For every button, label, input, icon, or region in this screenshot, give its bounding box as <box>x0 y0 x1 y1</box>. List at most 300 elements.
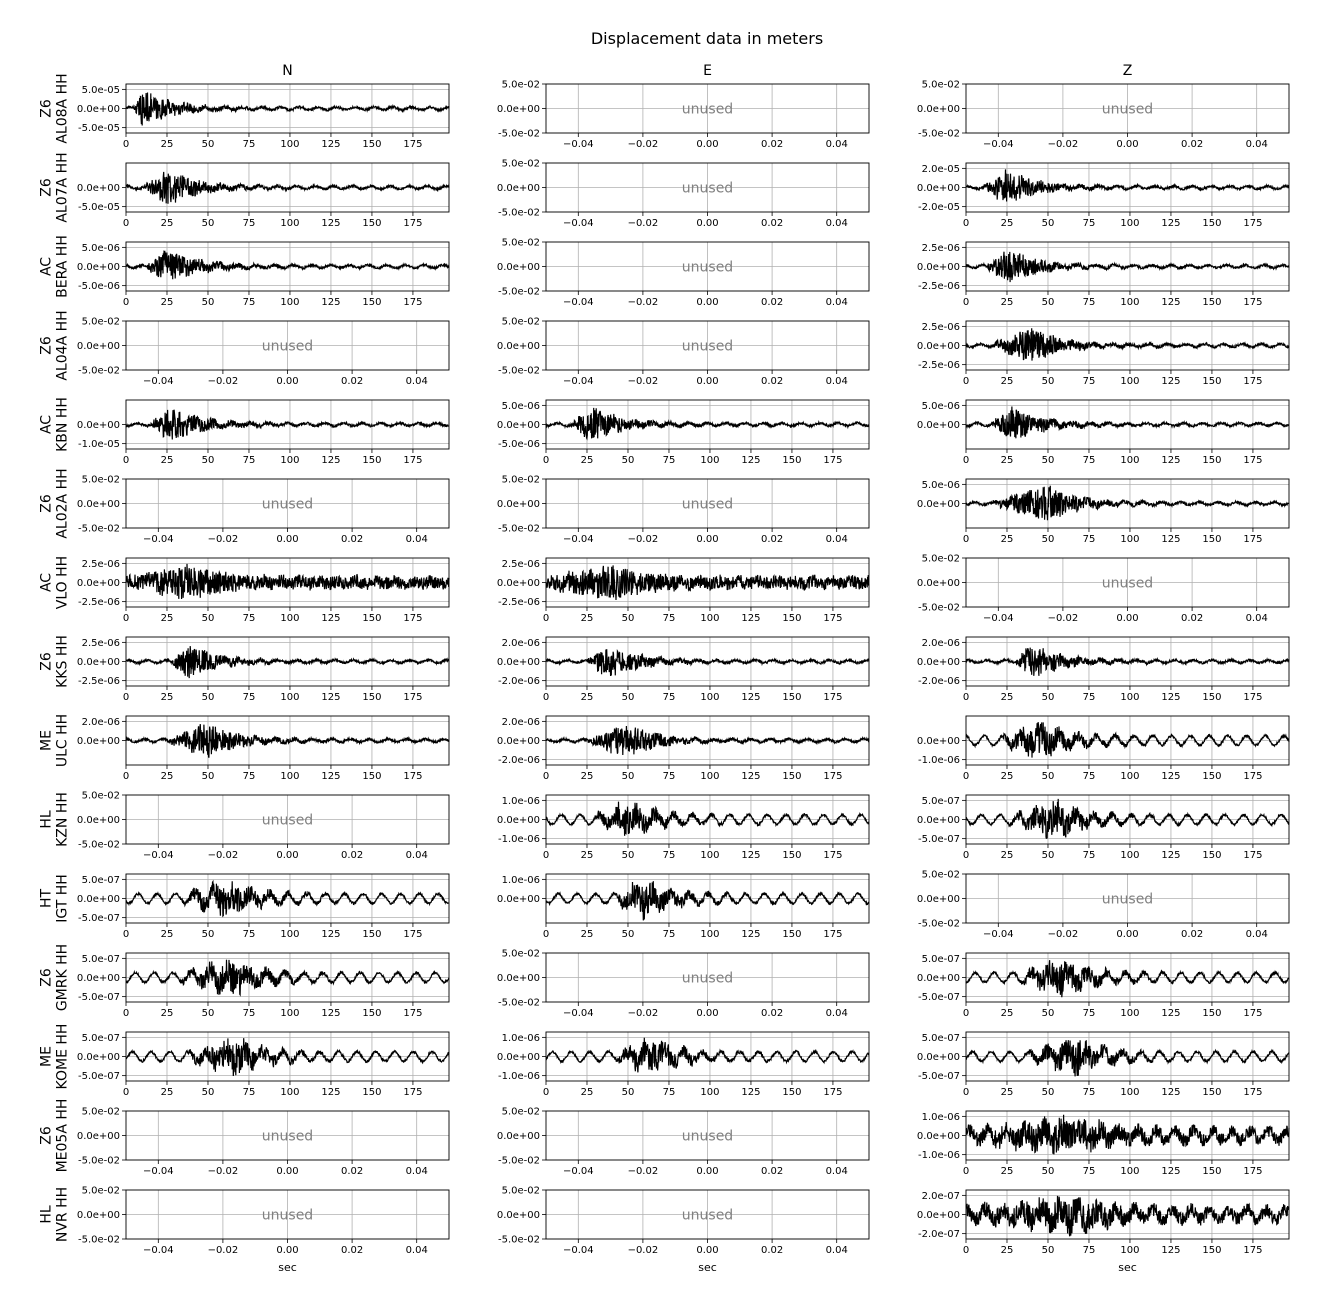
unused-label: unused <box>1101 891 1154 908</box>
x-tick-label: 0.04 <box>1245 613 1268 624</box>
unused-label: unused <box>681 338 734 355</box>
x-tick-label: 150 <box>362 218 382 229</box>
x-tick-label: 150 <box>1202 1245 1222 1256</box>
x-tick-label: 0.02 <box>340 1245 364 1256</box>
panel-E <box>497 874 869 940</box>
panel-N <box>77 84 449 150</box>
row-label-station: AL04A HH <box>54 310 71 381</box>
x-tick-label: 75 <box>242 771 256 782</box>
x-tick-label: 100 <box>1120 1166 1140 1177</box>
waveform-trace <box>966 328 1289 360</box>
x-tick-label: 0.04 <box>1245 929 1268 940</box>
x-tick-label: 0 <box>122 297 130 308</box>
x-tick-label: 75 <box>662 455 676 466</box>
x-tick-label: 50 <box>201 218 215 229</box>
x-tick-label: 125 <box>741 692 761 703</box>
row-label-network: HL <box>38 1205 55 1224</box>
x-tick-label: 50 <box>621 613 635 624</box>
x-tick-label: 50 <box>621 1087 635 1098</box>
y-tick-label: 0.0e+00 <box>496 1131 540 1142</box>
waveform-trace <box>966 407 1289 439</box>
panel-E <box>497 1107 869 1178</box>
waveform-trace <box>126 564 449 599</box>
x-tick-label: 50 <box>201 692 215 703</box>
x-tick-label: −0.04 <box>562 139 594 150</box>
x-tick-label: 0.00 <box>276 376 299 387</box>
panel-E <box>497 80 869 151</box>
panel-N <box>77 874 449 940</box>
row-label <box>39 792 71 847</box>
x-tick-label: −0.02 <box>627 297 659 308</box>
x-tick-label: 75 <box>1082 1008 1096 1019</box>
y-tick-label: 0.0e+00 <box>916 420 960 431</box>
x-tick-label: 50 <box>201 297 215 308</box>
x-tick-label: 150 <box>782 929 802 940</box>
row-label-network: HL <box>38 810 55 829</box>
y-tick-label: 5.0e-06 <box>501 400 540 412</box>
x-tick-label: 25 <box>160 692 174 703</box>
unused-label: unused <box>261 1128 314 1145</box>
y-tick-label: 0.0e+00 <box>916 736 960 747</box>
x-tick-label: 25 <box>1000 850 1014 861</box>
y-tick-label: 5.0e-02 <box>921 553 960 565</box>
y-tick-label: 5.0e-07 <box>921 1032 960 1044</box>
x-tick-label: 0.00 <box>696 1008 719 1019</box>
panel-E <box>497 159 869 230</box>
y-tick-label: 0.0e+00 <box>496 815 540 826</box>
y-tick-label: 5.0e-07 <box>921 953 960 965</box>
y-tick-label: 0.0e+00 <box>76 894 120 905</box>
unused-label: unused <box>681 101 734 118</box>
y-tick-label: -2.0e-06 <box>918 676 960 688</box>
y-tick-label: 5.0e-02 <box>501 1185 540 1197</box>
panel-E <box>497 558 869 624</box>
x-tick-label: 125 <box>321 297 341 308</box>
x-tick-label: 100 <box>1120 218 1140 229</box>
panel-E <box>497 1186 869 1275</box>
x-tick-label: −0.02 <box>1047 929 1079 940</box>
x-tick-label: −0.04 <box>142 1166 174 1177</box>
waveform-trace <box>546 881 869 920</box>
row-label <box>39 1187 71 1242</box>
x-tick-label: 175 <box>1243 1087 1263 1098</box>
x-tick-label: 0.04 <box>825 218 848 229</box>
panel-E <box>497 637 869 703</box>
column-title-N: N <box>282 63 293 79</box>
y-tick-label: 0.0e+00 <box>76 1210 120 1221</box>
x-tick-label: 25 <box>160 1087 174 1098</box>
y-tick-label: 5.0e-02 <box>501 1106 540 1118</box>
x-tick-label: 150 <box>362 1008 382 1019</box>
y-tick-label: 2.0e-07 <box>921 1190 960 1202</box>
panel-Z <box>917 1032 1289 1098</box>
x-tick-label: 0 <box>962 1008 970 1019</box>
row-label-station: BERA HH <box>54 235 71 298</box>
x-tick-label: 100 <box>700 929 720 940</box>
x-tick-label: −0.02 <box>627 1245 659 1256</box>
x-tick-label: 75 <box>1082 376 1096 387</box>
x-tick-label: 175 <box>1243 1166 1263 1177</box>
x-tick-label: −0.04 <box>142 1245 174 1256</box>
y-tick-label: 5.0e-02 <box>81 1106 120 1118</box>
row-label <box>39 152 71 222</box>
row-Z6-AL08A-HH <box>39 73 1290 150</box>
y-tick-label: 1.0e-06 <box>501 795 540 807</box>
x-tick-label: 125 <box>321 1087 341 1098</box>
x-tick-label: 150 <box>362 613 382 624</box>
panel-N <box>77 400 449 466</box>
y-tick-label: 5.0e-07 <box>81 874 120 886</box>
row-label <box>39 1024 71 1090</box>
waveform-trace <box>966 722 1289 758</box>
x-tick-label: 0 <box>122 455 130 466</box>
x-tick-label: 100 <box>1120 455 1140 466</box>
y-tick-label: -5.0e-02 <box>498 523 540 535</box>
x-tick-label: 25 <box>580 929 594 940</box>
y-tick-label: 0.0e+00 <box>496 1210 540 1221</box>
x-tick-label: 25 <box>160 613 174 624</box>
column-title-Z: Z <box>1122 63 1133 79</box>
panel-N <box>77 637 449 703</box>
x-tick-label: −0.04 <box>982 139 1014 150</box>
waveform-trace <box>546 726 869 755</box>
y-tick-label: 0.0e+00 <box>76 104 120 115</box>
waveform-trace <box>966 960 1289 997</box>
x-tick-label: 150 <box>782 692 802 703</box>
row-AC-BERA-HH <box>39 235 1290 308</box>
y-tick-label: 1.0e-06 <box>921 1111 960 1123</box>
row-label-network: Z6 <box>38 1126 55 1145</box>
y-tick-label: 0.0e+00 <box>916 1131 960 1142</box>
x-tick-label: 75 <box>1082 1087 1096 1098</box>
x-tick-label: 125 <box>741 929 761 940</box>
panel-N <box>77 163 449 229</box>
waveform-trace <box>546 408 869 439</box>
y-tick-label: -5.0e-02 <box>78 1234 120 1246</box>
x-tick-label: 0.02 <box>760 376 784 387</box>
panel-E <box>497 949 869 1020</box>
y-tick-label: -5.0e-02 <box>918 128 960 140</box>
y-tick-label: -2.5e-06 <box>78 597 120 609</box>
row-label-network: AC <box>38 256 55 277</box>
x-tick-label: 0.00 <box>696 534 719 545</box>
panel-E <box>497 400 869 466</box>
x-tick-label: −0.02 <box>627 139 659 150</box>
x-tick-label: 100 <box>280 218 300 229</box>
x-tick-label: 125 <box>321 613 341 624</box>
y-tick-label: -5.0e-06 <box>498 439 540 451</box>
x-tick-label: 150 <box>782 1087 802 1098</box>
x-tick-label: 0.00 <box>696 297 719 308</box>
x-tick-label: 25 <box>160 929 174 940</box>
x-tick-label: 175 <box>403 139 423 150</box>
x-tick-label: 0.04 <box>825 297 848 308</box>
x-tick-label: 150 <box>362 455 382 466</box>
x-tick-label: 175 <box>403 1008 423 1019</box>
y-tick-label: 0.0e+00 <box>916 657 960 668</box>
y-tick-label: 0.0e+00 <box>496 499 540 510</box>
x-tick-label: 0 <box>962 534 970 545</box>
x-tick-label: 0 <box>122 929 130 940</box>
x-tick-label: 0.04 <box>405 850 428 861</box>
x-tick-label: −0.04 <box>562 1008 594 1019</box>
y-tick-label: 0.0e+00 <box>916 894 960 905</box>
y-tick-label: -5.0e-07 <box>78 913 120 925</box>
x-tick-label: 25 <box>160 771 174 782</box>
x-tick-label: 175 <box>823 850 843 861</box>
x-tick-label: 0.04 <box>405 1245 428 1256</box>
x-tick-label: 100 <box>1120 534 1140 545</box>
x-tick-label: 150 <box>1202 534 1222 545</box>
panel-E <box>497 795 869 861</box>
x-tick-label: 150 <box>362 297 382 308</box>
y-tick-label: 5.0e-02 <box>81 790 120 802</box>
x-tick-label: 100 <box>280 613 300 624</box>
y-tick-label: -5.0e-02 <box>78 365 120 377</box>
row-label-network: Z6 <box>38 968 55 987</box>
x-tick-label: 0.00 <box>276 1166 299 1177</box>
y-tick-label: 5.0e-06 <box>921 400 960 412</box>
x-tick-label: 0 <box>122 139 130 150</box>
x-tick-label: −0.04 <box>982 613 1014 624</box>
x-tick-label: 125 <box>321 218 341 229</box>
x-tick-label: 175 <box>823 692 843 703</box>
x-tick-label: 25 <box>580 613 594 624</box>
x-tick-label: 150 <box>782 771 802 782</box>
y-tick-label: 5.0e-02 <box>921 869 960 881</box>
y-tick-label: 5.0e-02 <box>81 316 120 328</box>
x-tick-label: −0.04 <box>562 1166 594 1177</box>
x-tick-label: 100 <box>700 1087 720 1098</box>
x-tick-label: 25 <box>1000 218 1014 229</box>
x-tick-label: 0 <box>122 613 130 624</box>
y-tick-label: -5.0e-02 <box>498 1155 540 1167</box>
x-tick-label: 175 <box>1243 1008 1263 1019</box>
y-tick-label: -5.0e-02 <box>918 918 960 930</box>
x-tick-label: 0.00 <box>276 850 299 861</box>
panel-N <box>77 1186 449 1275</box>
x-tick-label: 0 <box>962 850 970 861</box>
panel-Z <box>917 716 1289 782</box>
x-tick-label: 50 <box>201 455 215 466</box>
y-tick-label: 0.0e+00 <box>76 973 120 984</box>
y-tick-label: -5.0e-02 <box>498 997 540 1009</box>
x-tick-label: −0.02 <box>627 534 659 545</box>
row-label <box>39 397 71 452</box>
x-tick-label: 0 <box>122 1008 130 1019</box>
y-tick-label: 5.0e-07 <box>81 1032 120 1044</box>
panel-Z <box>917 80 1289 151</box>
x-tick-label: 75 <box>242 455 256 466</box>
y-tick-label: 0.0e+00 <box>916 973 960 984</box>
y-tick-label: 0.0e+00 <box>916 341 960 352</box>
panel-N <box>77 317 449 388</box>
y-tick-label: -1.0e-06 <box>498 834 540 846</box>
x-tick-label: 0 <box>122 692 130 703</box>
x-tick-label: 0.04 <box>1245 139 1268 150</box>
x-tick-label: 75 <box>1082 534 1096 545</box>
panel-Z <box>917 554 1289 625</box>
x-tick-label: 150 <box>362 771 382 782</box>
y-tick-label: -2.5e-06 <box>78 676 120 688</box>
waveform-trace <box>126 646 449 678</box>
y-tick-label: 0.0e+00 <box>916 499 960 510</box>
x-tick-label: −0.04 <box>142 534 174 545</box>
row-label-station: ME05A HH <box>54 1098 71 1173</box>
panel-N <box>77 475 449 546</box>
x-tick-label: 75 <box>662 613 676 624</box>
x-axis-label: sec <box>1118 1261 1137 1274</box>
panel-Z <box>917 479 1289 545</box>
x-tick-label: 50 <box>201 613 215 624</box>
y-tick-label: -5.0e-07 <box>918 1071 960 1083</box>
y-tick-label: 0.0e+00 <box>76 815 120 826</box>
x-tick-label: 125 <box>321 692 341 703</box>
panel-Z <box>917 321 1289 387</box>
x-tick-label: 0.02 <box>760 1245 784 1256</box>
x-tick-label: −0.02 <box>627 1166 659 1177</box>
x-tick-label: 50 <box>1041 1245 1055 1256</box>
y-tick-label: -5.0e-02 <box>78 523 120 535</box>
row-label-station: KZN HH <box>54 792 71 847</box>
y-tick-label: -5.0e-02 <box>498 207 540 219</box>
x-tick-label: 0.02 <box>340 850 364 861</box>
x-tick-label: 175 <box>1243 692 1263 703</box>
y-tick-label: 0.0e+00 <box>916 1052 960 1063</box>
panel-E <box>497 716 869 782</box>
row-label-station: AL07A HH <box>54 152 71 223</box>
x-tick-label: 100 <box>1120 692 1140 703</box>
x-tick-label: 125 <box>1161 455 1181 466</box>
y-tick-label: -2.0e-05 <box>918 202 960 214</box>
row-label-station: NVR HH <box>54 1186 71 1243</box>
y-tick-label: 2.5e-06 <box>81 637 120 649</box>
y-tick-label: 0.0e+00 <box>496 262 540 273</box>
x-tick-label: 50 <box>201 1008 215 1019</box>
x-tick-label: 150 <box>362 692 382 703</box>
x-tick-label: 175 <box>1243 376 1263 387</box>
row-Z6-AL04A-HH <box>39 310 1290 387</box>
x-tick-label: 75 <box>662 929 676 940</box>
y-tick-label: -5.0e-05 <box>78 202 120 214</box>
y-tick-label: -5.0e-02 <box>498 365 540 377</box>
x-tick-label: −0.02 <box>207 1245 239 1256</box>
y-tick-label: -5.0e-02 <box>918 602 960 614</box>
x-tick-label: 125 <box>741 771 761 782</box>
column-titles <box>282 63 1132 79</box>
row-label <box>39 874 71 923</box>
panel-Z <box>917 1111 1289 1177</box>
x-tick-label: −0.04 <box>562 376 594 387</box>
y-tick-label: 0.0e+00 <box>916 578 960 589</box>
y-tick-label: 5.0e-05 <box>81 84 120 96</box>
row-ME-ULC-HH <box>39 714 1290 782</box>
x-tick-label: 125 <box>321 455 341 466</box>
y-tick-label: -2.0e-06 <box>498 755 540 767</box>
x-tick-label: 175 <box>1243 850 1263 861</box>
y-tick-label: 0.0e+00 <box>496 1052 540 1063</box>
x-tick-label: 150 <box>1202 1008 1222 1019</box>
waveform-trace <box>126 251 449 280</box>
y-tick-label: 0.0e+00 <box>76 578 120 589</box>
x-tick-label: 100 <box>700 613 720 624</box>
x-tick-label: 75 <box>662 771 676 782</box>
x-tick-label: 175 <box>403 929 423 940</box>
x-tick-label: −0.02 <box>627 1008 659 1019</box>
x-tick-label: 25 <box>160 455 174 466</box>
panel-Z <box>917 870 1289 941</box>
x-tick-label: 50 <box>1041 534 1055 545</box>
panel-N <box>77 1032 449 1098</box>
row-label <box>39 556 71 609</box>
x-tick-label: 150 <box>362 929 382 940</box>
x-tick-label: 75 <box>1082 1245 1096 1256</box>
x-tick-label: 0.04 <box>405 1166 428 1177</box>
x-tick-label: 0.02 <box>760 218 784 229</box>
x-tick-label: 100 <box>700 850 720 861</box>
row-label-station: ULC HH <box>54 713 71 768</box>
x-tick-label: 75 <box>1082 1166 1096 1177</box>
x-tick-label: 75 <box>662 692 676 703</box>
y-tick-label: 0.0e+00 <box>76 1131 120 1142</box>
x-tick-label: 75 <box>242 929 256 940</box>
row-label-network: HT <box>38 888 55 909</box>
y-tick-label: 0.0e+00 <box>76 499 120 510</box>
x-tick-label: 0.00 <box>1116 613 1139 624</box>
waveform-trace <box>966 486 1289 521</box>
row-label <box>39 468 71 538</box>
y-tick-label: 5.0e-02 <box>81 1185 120 1197</box>
y-tick-label: -2.0e-07 <box>918 1229 960 1241</box>
x-tick-label: 0.02 <box>340 1166 364 1177</box>
x-tick-label: 0.00 <box>696 218 719 229</box>
y-tick-label: 0.0e+00 <box>496 420 540 431</box>
y-tick-label: 2.0e-06 <box>501 637 540 649</box>
x-tick-label: 100 <box>280 1087 300 1098</box>
x-tick-label: 100 <box>700 455 720 466</box>
waveform-trace <box>546 802 869 836</box>
x-tick-label: −0.04 <box>562 218 594 229</box>
x-tick-label: 125 <box>1161 218 1181 229</box>
x-tick-label: 100 <box>280 692 300 703</box>
x-tick-label: 175 <box>403 771 423 782</box>
panel-grid <box>39 73 1290 1274</box>
row-label-network: ME <box>38 730 55 751</box>
panel-E <box>497 475 869 546</box>
x-tick-label: 50 <box>1041 1087 1055 1098</box>
x-tick-label: 0 <box>542 692 550 703</box>
x-tick-label: 0.02 <box>760 297 784 308</box>
row-label <box>39 635 71 688</box>
column-title-E: E <box>703 63 712 79</box>
waveform-trace <box>966 1040 1289 1076</box>
y-tick-label: 5.0e-02 <box>501 237 540 249</box>
y-tick-label: 0.0e+00 <box>76 420 120 431</box>
x-tick-label: 100 <box>1120 1087 1140 1098</box>
x-tick-label: 125 <box>1161 692 1181 703</box>
unused-label: unused <box>681 970 734 987</box>
x-tick-label: −0.02 <box>627 218 659 229</box>
x-tick-label: 150 <box>1202 1087 1222 1098</box>
x-tick-label: 0 <box>542 455 550 466</box>
waveform-trace <box>126 1038 449 1076</box>
y-tick-label: -2.5e-06 <box>918 281 960 293</box>
y-tick-label: 0.0e+00 <box>76 341 120 352</box>
panel-E <box>497 1032 869 1098</box>
row-label-station: KBN HH <box>54 397 71 452</box>
panel-N <box>77 953 449 1019</box>
x-tick-label: 50 <box>1041 1166 1055 1177</box>
